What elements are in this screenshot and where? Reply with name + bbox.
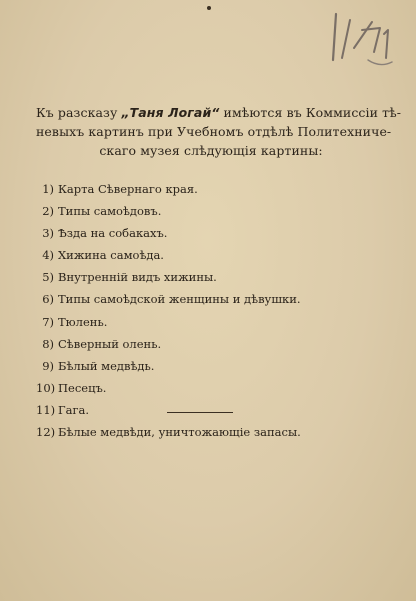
intro-lead: Къ разсказу [36,105,122,120]
list-item: 12) Бѣлые медвѣди, уничтожающіе запасы. [36,425,301,440]
list-item: 1) Карта Сѣвернаго края. [42,182,198,196]
list-item: 2) Типы самоѣдовъ. [42,204,162,219]
list-item: 10) Песецъ. [36,380,107,395]
intro-line-2: невыхъ картинъ при Учебномъ отдѣлѣ Политехниче- [36,124,392,139]
pictures-list [36,178,376,443]
list-item: 7) Тюлень. [42,314,108,329]
intro-line-1 [36,103,402,122]
intro-tail: имѣются въ Коммиссіи тѣ- [219,105,402,120]
divider-rule [167,412,233,413]
list-item: 6) Типы самоѣдской женщины и дѣвушки. [42,292,301,307]
list-item: 8) Сѣверный олень. [42,336,162,351]
intro-line-3: скаго музея слѣдующія картины: [99,143,323,158]
list-item: 5) Внутренній видъ хижины. [42,270,217,285]
intro-paragraph [36,103,402,160]
list-item: 3) Ѣзда на собакахъ. [42,226,168,241]
ink-dot [207,6,211,10]
list-item: 4) Хижина самоѣда. [42,248,164,263]
story-title: „Таня Логай“ [121,105,220,120]
handwritten-note [328,8,398,68]
list-item: 11) Гага. [36,402,90,417]
list-item: 9) Бѣлый медвѣдь. [42,358,155,373]
